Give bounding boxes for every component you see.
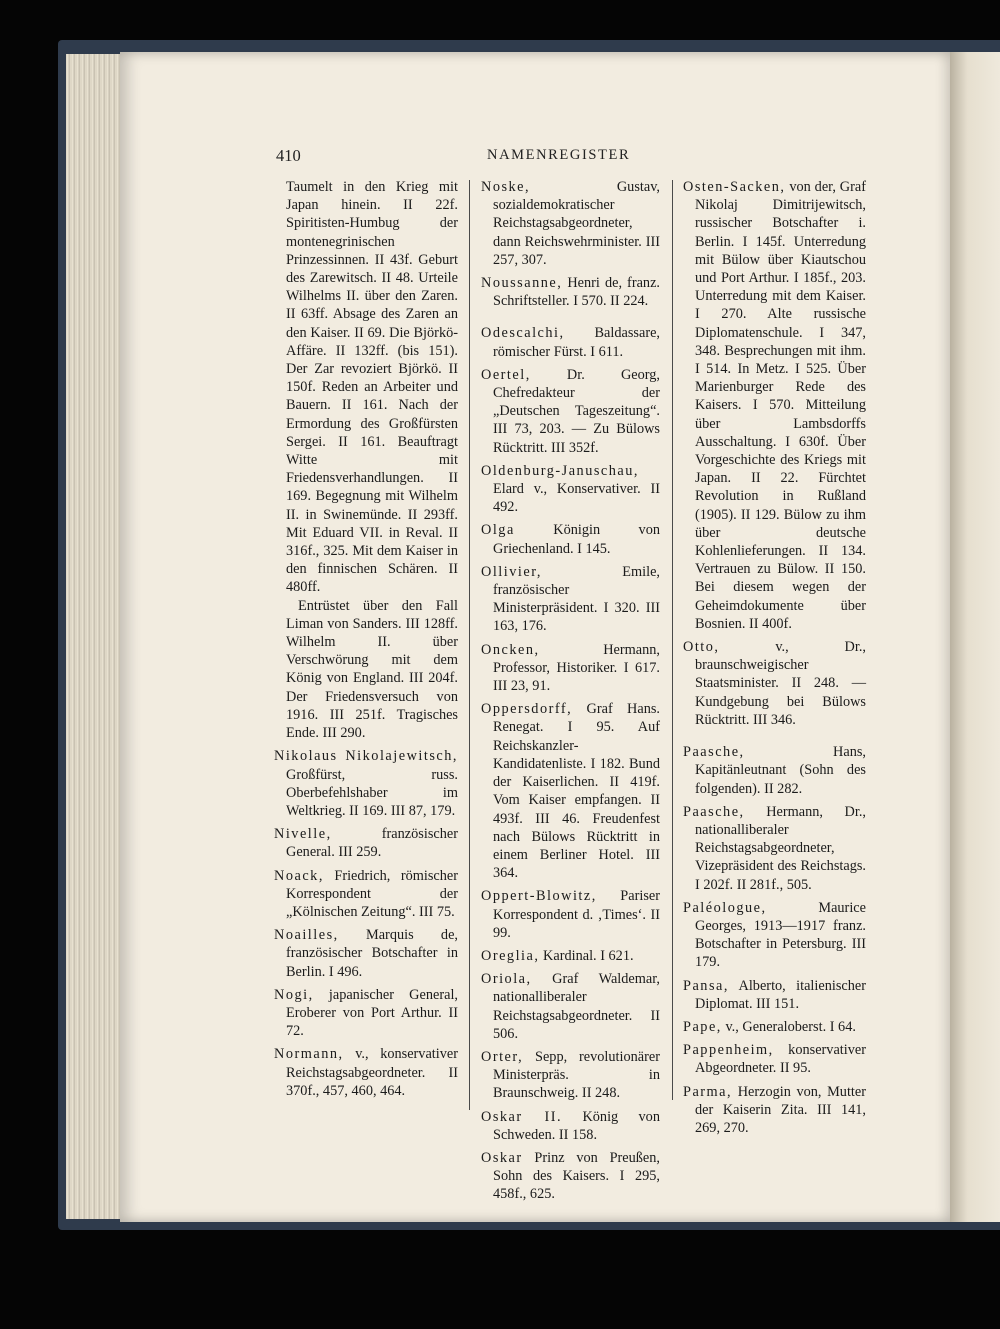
index-entry: Nivelle, französischer General. III 259. — [274, 826, 458, 861]
index-entry: Nogi, japanischer General, Eroberer von Port Arthur. II 72. — [274, 986, 458, 1040]
index-entry: Oriola, Graf Waldemar, nationalliberaler Reichstagsabgeordneter. II 506. — [481, 971, 660, 1042]
column-rule — [469, 180, 470, 1110]
index-entry: Oertel, Dr. Georg, Chefredakteur der „Deutschen Tageszeitung“. III 73, 203. — Zu Bülows Rücktritt. III 352f. — [481, 366, 660, 456]
entry-heading: Oppersdorff, — [481, 701, 573, 718]
entry-heading: Paasche, — [683, 803, 745, 820]
index-entry: Pappenheim, konservativer Abgeordneter. II 95. — [683, 1042, 866, 1077]
index-entry: Osten-Sacken, von der, Graf Nikolaj Dimitrijewitsch, russischer Botschafter i. Berlin. I 145f. Unterredung mit Bülow über Kiautschou und Port Arthur. I 185f., 203. Unterredung mit dem Kaiser. I 270. Alte russische Diplomatenschule. I 347, 348. Besprechungen mit ihm. I 514. In Metz. I 525. Über Marienburger Rede des Kaisers. I 570. Mitteilung über Lambsdorffs Ausschaltung. I 630f. Über Vorgeschichte des Kriegs mit Japan. II 22. Fürchtet Revolution in Rußland (1905). II 129. Bülow zu ihm über deutsche Kohlenlieferungen. II 134. Vertrauen zu Bülow. II 150. Bei diesem wegen der Geheimdokumente über Bosnien. II 400f. — [683, 179, 866, 632]
page-number: 410 — [276, 146, 301, 165]
index-column-3 — [683, 178, 866, 1142]
index-entry: Paasche, Hans, Kapitänleutnant (Sohn des folgenden). II 282. — [683, 744, 866, 797]
index-entry: Noailles, Marquis de, französischer Botschafter in Berlin. I 496. — [274, 927, 458, 980]
page-header — [0, 146, 1000, 168]
entry-heading: Orter, — [481, 1048, 524, 1065]
entry-heading: Otto, — [683, 639, 720, 656]
index-entry: Oncken, Hermann, Professor, Historiker. I 617. III 23, 91. — [481, 641, 660, 695]
index-entry: Pansa, Alberto, italienischer Diplomat. III 151. — [683, 977, 866, 1012]
entry-heading: Parma, — [683, 1083, 733, 1100]
entry-heading: Oriola, — [481, 971, 532, 988]
index-entry: Paléologue, Maurice Georges, 1913—1917 franz. Botschafter in Petersburg. III 179. — [683, 899, 866, 971]
index-entry: Otto, v., Dr., braunschweigischer Staatsminister. II 248. — Kundgebung bei Bülows Rücktritt. III 346. — [683, 639, 866, 728]
index-entry: Nikolaus Nikolajewitsch, Großfürst, russ. Oberbefehlshaber im Weltkrieg. II 169. III 87, 179. — [274, 748, 458, 819]
entry-heading: Pappenheim, — [683, 1042, 774, 1059]
index-entry: Orter, Sepp, revolutionärer Ministerpräs. in Braunschweig. II 248. — [481, 1048, 660, 1102]
index-entry: Oskar Prinz von Preußen, Sohn des Kaisers. I 295, 458f., 625. — [481, 1149, 660, 1203]
entry-heading: Oreglia, — [481, 947, 540, 964]
entry-heading: Nivelle, — [274, 826, 332, 843]
entry-heading: Noailles, — [274, 927, 339, 944]
entry-heading: Oldenburg-Januschau, — [481, 462, 639, 479]
entry-heading: Noussanne, — [481, 275, 563, 292]
index-entry: Oppert-Blowitz, Pariser Korrespondent d. ‚Times‘. II 99. — [481, 888, 660, 941]
column-rule — [672, 180, 673, 1100]
entry-heading: Nogi, — [274, 986, 314, 1003]
entry-heading: Paasche, — [683, 744, 745, 761]
index-entry: Oppersdorff, Graf Hans. Renegat. I 95. Auf Reichskanzler-Kandidatenliste. I 182. Bund der Kaiserlichen. II 419f. Vom Kaiser empfangen. II 493f. III 46. Freudenfest nach Bülows Rücktritt in einem Berliner Hotel. III 364. — [481, 701, 660, 882]
entry-heading: Pansa, — [683, 977, 729, 994]
entry-heading: Normann, — [274, 1046, 344, 1063]
entry-heading: Oertel, — [481, 366, 531, 383]
entry-heading: Nikolaus Nikolajewitsch, — [274, 748, 458, 765]
entry-heading: Paléologue, — [683, 899, 767, 916]
index-entry: Oskar II. König von Schweden. II 158. — [481, 1108, 660, 1143]
index-entry: Paasche, Hermann, Dr., nationalliberaler Reichstagsabgeordneter, Vizepräsident des Reichstags. I 202f. II 281f., 505. — [683, 803, 866, 893]
index-entry: Odescalchi, Baldassare, römischer Fürst. I 611. — [481, 325, 660, 360]
index-entry: Olga Königin von Griechenland. I 145. — [481, 522, 660, 557]
index-entry: Noack, Friedrich, römischer Korrespondent der „Kölnischen Zeitung“. III 75. — [274, 867, 458, 920]
facing-page-edge — [950, 52, 1000, 1222]
index-entry: Ollivier, Emile, französischer Ministerpräsident. I 320. III 163, 176. — [481, 563, 660, 635]
index-entry: Oldenburg-Januschau, Elard v., Konservativer. II 492. — [481, 462, 660, 516]
index-entry: Parma, Herzogin von, Mutter der Kaiserin Zita. III 141, 269, 270. — [683, 1083, 866, 1136]
entry-heading: Noack, — [274, 867, 324, 884]
entry-heading: Osten-Sacken, — [683, 179, 786, 195]
entry-heading: Pape, — [683, 1018, 722, 1035]
index-entry: Oreglia, Kardinal. I 621. — [481, 947, 634, 964]
index-entry-continuation: Entrüstet über den Fall Liman von Sanders. III 128ff. Wilhelm II. über Verschwörung mit dem König von England. III 204f. Der Friedensversuch von 1916. III 251f. Tragisches Ende. III 290. — [286, 597, 458, 742]
entry-heading: Noske, — [481, 179, 531, 195]
index-entry-continuation: Taumelt in den Krieg mit Japan hinein. II 22f. Spiritisten-Humbug der montenegrinischen Prinzessinnen. II 43f. Geburt des Zarewitsch. II 48. Urteile Wilhelms II. über den Zaren. II 63ff. Absage des Zaren an den Kaiser. II 69. Die Björkö-Affäre. II 132ff. (bis 151). Der Zar revoziert Björkö. II 150f. Reden an Arbeiter und Bauern. II 161. Nach der Ermordung des Großfürsten Sergei. II 161. Beauftragt Witte mit Friedensverhandlungen. II 169. Begegnung mit Wilhelm II. in Swinemünde. II 293ff. Mit Eduard VII. in Reval. II 316f., 325. Mit dem Kaiser in den finnischen Schären. II 480ff. — [286, 179, 458, 596]
index-entry: Normann, v., konservativer Reichstagsabgeordneter. II 370f., 457, 460, 464. — [274, 1046, 458, 1099]
index-column-2 — [481, 178, 660, 1209]
entry-heading: Olga — [481, 522, 515, 539]
index-column-1 — [274, 178, 458, 1105]
entry-heading: Oncken, — [481, 641, 540, 658]
index-entry: Noske, Gustav, sozialdemokratischer Reichstagsabgeordneter, dann Reichswehrminister. III 257, 307. — [481, 179, 660, 268]
index-entry: Noussanne, Henri de, franz. Schriftsteller. I 570. II 224. — [481, 275, 660, 310]
entry-heading: Odescalchi, — [481, 325, 565, 342]
entry-heading: Oppert-Blowitz, — [481, 888, 597, 905]
entry-heading: Oskar II. — [481, 1108, 563, 1125]
index-entry: Pape, v., Generaloberst. I 64. — [683, 1018, 856, 1035]
entry-heading: Oskar — [481, 1149, 523, 1166]
entry-heading: Ollivier, — [481, 563, 542, 580]
running-title: NAMENREGISTER — [487, 147, 631, 163]
